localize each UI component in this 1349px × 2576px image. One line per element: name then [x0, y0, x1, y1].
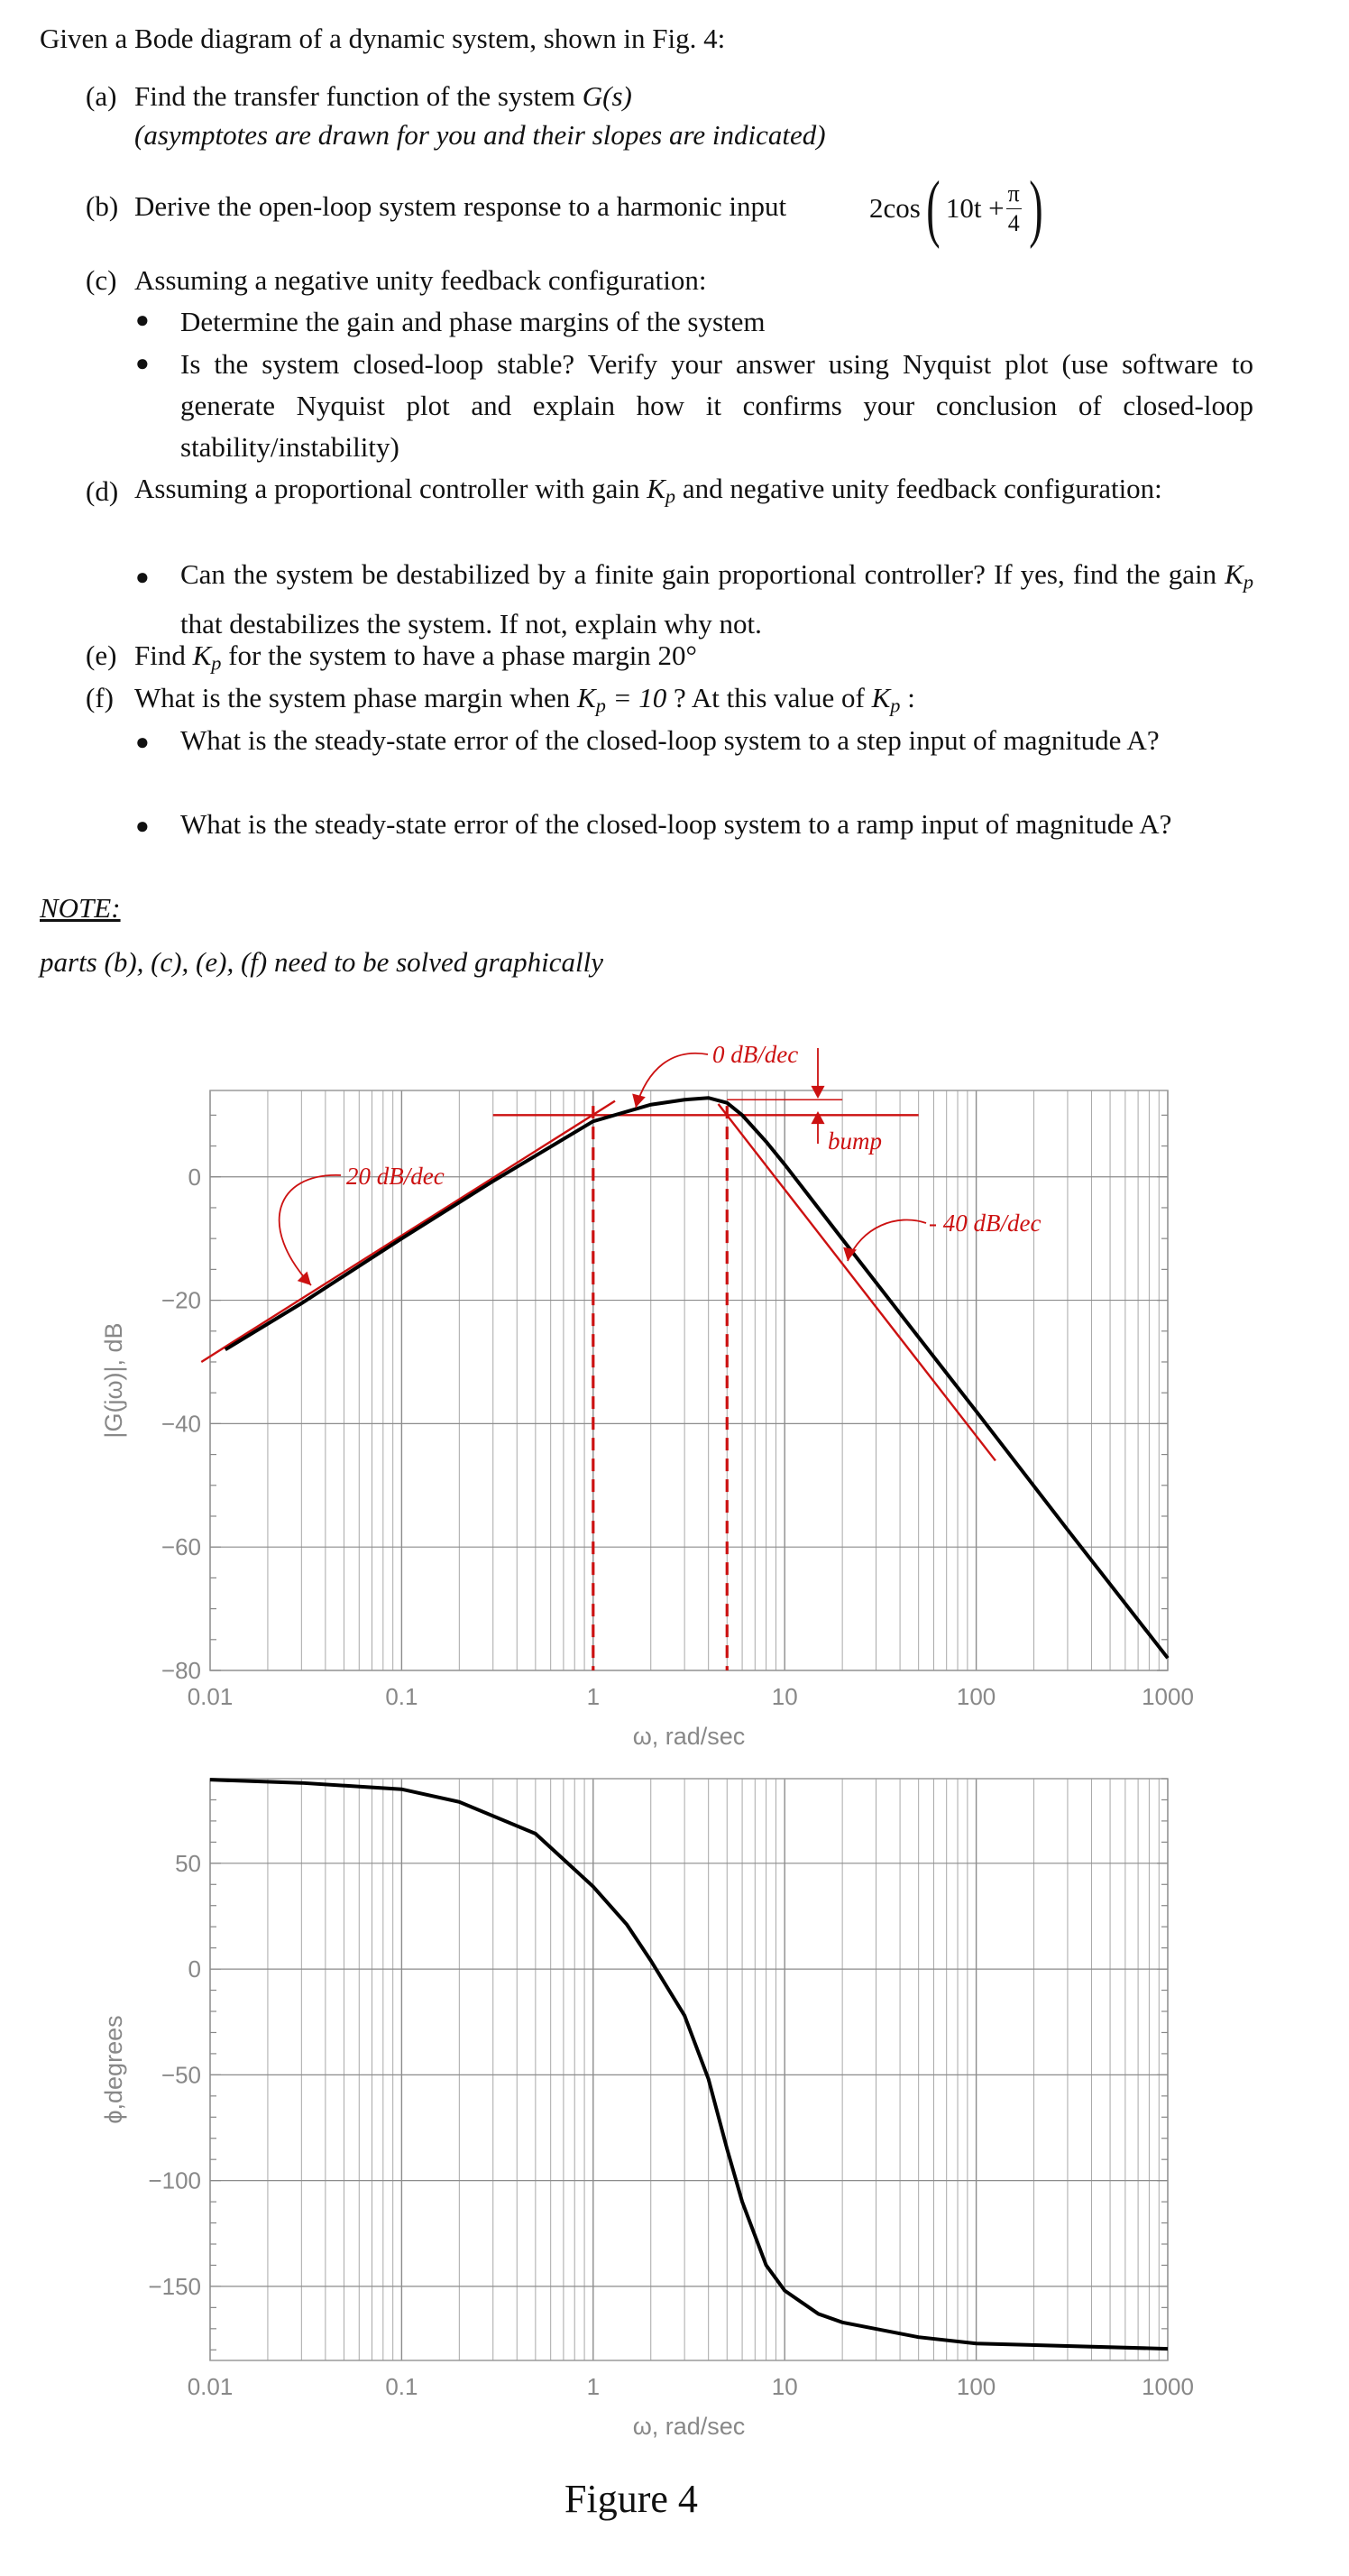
part-f-text-mid: ? At this value of — [666, 682, 872, 713]
part-c-label: (c) — [86, 264, 117, 296]
part-d-text-post: and negative unity feedback configuration: — [675, 473, 1162, 504]
expr-prefix: 2cos — [869, 192, 921, 225]
y-tick-label: −20 — [161, 1286, 201, 1314]
kp-equation — [577, 682, 667, 717]
arrow-20-db-dec — [280, 1175, 341, 1285]
part-a-text-main: Find the transfer function of the system — [134, 80, 583, 112]
part-f-text-post: : — [900, 682, 915, 713]
part-f-text-pre: What is the system phase margin when — [134, 682, 578, 713]
bullet-icon: ● — [135, 307, 150, 333]
x-tick-label: 1 — [586, 2373, 601, 2400]
kp-sub: p — [665, 484, 676, 508]
part-e-text-post: for the system to have a phase margin 20° — [221, 639, 697, 671]
plot-frame — [210, 1779, 1168, 2360]
problem-intro: Given a Bode diagram of a dynamic system, shown in Fig. 4: — [40, 23, 726, 54]
phase-bode-plot — [0, 1759, 1349, 2453]
x-tick-label: 0.1 — [385, 2373, 418, 2400]
y-tick-label: 0 — [188, 1163, 201, 1191]
kp-symbol — [871, 682, 901, 717]
x-tick-label: 0.01 — [187, 1683, 234, 1710]
kp-sub: p — [1243, 570, 1253, 593]
pi-over-4-fraction — [1006, 179, 1022, 236]
part-a-gs: G(s) — [582, 80, 632, 112]
note-text: parts (b), (c), (e), (f) need to be solved graphically — [40, 946, 603, 978]
y-tick-label: 50 — [175, 1849, 201, 1877]
part-b-text: Derive the open-loop system response to a harmonic input — [134, 190, 787, 222]
y-tick-label: −150 — [148, 2272, 201, 2300]
kp-sub: p — [211, 651, 222, 675]
x-tick-label: 1 — [586, 1683, 601, 1710]
fraction-denominator: 4 — [1007, 209, 1020, 236]
part-c-bullet2: Is the system closed-loop stable? Verify your answer using Nyquist plot (use software to generate Nyquist plot and explain how it confirms your conclusion of closed-loop stability/instability) — [180, 348, 1253, 463]
kp-sub: p — [890, 694, 901, 717]
kp-equals-10: = 10 — [605, 682, 667, 713]
arrow-minus-40-db-dec — [848, 1219, 926, 1261]
part-c-text: Assuming a negative unity feedback configuration: — [134, 264, 707, 296]
part-b-label: (b) — [86, 190, 119, 222]
part-a-note: (asymptotes are drawn for you and their slopes are indicated) — [134, 119, 826, 151]
expr-arg: 10t + — [945, 192, 1005, 225]
kp-symbol — [192, 639, 222, 675]
annotation-bump: bump — [828, 1127, 882, 1155]
magnitude-annotations — [280, 1041, 1042, 1285]
part-f-text — [134, 681, 915, 718]
x-tick-label: 100 — [956, 1683, 996, 1710]
part-d-bullet1 — [180, 554, 1253, 645]
kp-main: K — [647, 473, 665, 504]
x-tick-label: 100 — [956, 2373, 996, 2400]
asymptote-falling — [719, 1104, 996, 1460]
bump-arrowhead-up — [811, 1111, 824, 1124]
y-tick-label: −40 — [161, 1410, 201, 1438]
close-paren: ) — [1029, 166, 1043, 250]
phase-x-axis-label: ω, rad/sec — [632, 2413, 746, 2440]
kp-symbol — [1225, 558, 1253, 593]
x-tick-label: 0.01 — [187, 2373, 234, 2400]
part-f-label: (f) — [86, 682, 114, 713]
figure-caption: Figure 4 — [564, 2477, 698, 2521]
phase-grid — [210, 1779, 1168, 2360]
kp-symbol — [647, 473, 676, 508]
annotation-20-db-dec: 20 dB/dec — [346, 1163, 445, 1190]
part-e-text — [134, 639, 697, 676]
part-c-bullet1: Determine the gain and phase margins of the system — [180, 306, 766, 337]
open-paren: ( — [926, 166, 941, 250]
part-d-bullet1-post: that destabilizes the system. If not, explain why not. — [180, 607, 762, 639]
magnitude-bode-plot — [0, 1028, 1349, 1759]
part-d-text — [134, 468, 1253, 518]
part-e-label: (e) — [86, 639, 117, 671]
y-tick-label: −60 — [161, 1533, 201, 1561]
part-a-label: (a) — [86, 80, 117, 112]
x-tick-label: 10 — [771, 2373, 798, 2400]
y-tick-label: −80 — [161, 1657, 201, 1684]
y-tick-label: −100 — [148, 2167, 201, 2194]
kp-main: K — [577, 682, 596, 713]
y-tick-label: 0 — [188, 1955, 201, 1983]
x-tick-label: 0.1 — [385, 1683, 418, 1710]
bump-arrowhead-down — [811, 1086, 824, 1099]
part-d-text-pre: Assuming a proportional controller with gain — [134, 473, 647, 504]
bullet-icon: ● — [135, 813, 150, 839]
kp-main: K — [871, 682, 891, 713]
kp-sub: p — [595, 694, 606, 717]
x-tick-label: 1000 — [1142, 1683, 1194, 1710]
phase-y-axis-label: ϕ,degrees — [100, 2015, 127, 2124]
note-label: NOTE: — [40, 892, 121, 924]
part-d-label: (d) — [86, 475, 119, 507]
magnitude-y-axis-label: |G(jω)|, dB — [100, 1322, 127, 1439]
part-f-bullet1: What is the steady-state error of the closed-loop system to a step input of magnitude A? — [180, 724, 1160, 756]
annotation-0-db-dec: 0 dB/dec — [712, 1041, 799, 1068]
x-tick-label: 10 — [771, 1683, 798, 1710]
y-tick-label: −50 — [161, 2061, 201, 2089]
bullet-icon: ● — [135, 729, 150, 755]
part-f-bullet2: What is the steady-state error of the closed-loop system to a ramp input of magnitude A? — [180, 808, 1172, 840]
part-a-text — [134, 79, 632, 113]
part-e-text-pre: Find — [134, 639, 193, 671]
kp-main: K — [192, 639, 212, 671]
part-b-expression — [869, 159, 1049, 258]
annotation-minus-40-db-dec: - 40 dB/dec — [929, 1210, 1042, 1237]
asymptote-rising — [201, 1101, 615, 1362]
bullet-icon: ● — [135, 564, 150, 590]
magnitude-ticks — [161, 1115, 1194, 1710]
bullet-icon: ● — [135, 350, 150, 376]
magnitude-x-axis-label: ω, rad/sec — [632, 1723, 746, 1750]
part-d-bullet1-pre: Can the system be destabilized by a finite gain proportional controller? If yes, find the gain — [180, 558, 1225, 590]
arrowhead-20-db-dec — [298, 1272, 311, 1285]
x-tick-label: 1000 — [1142, 2373, 1194, 2400]
phase-ticks — [148, 1779, 1194, 2400]
phase-curve — [210, 1780, 1168, 2349]
kp-main: K — [1225, 558, 1243, 590]
fraction-numerator: π — [1006, 182, 1022, 209]
